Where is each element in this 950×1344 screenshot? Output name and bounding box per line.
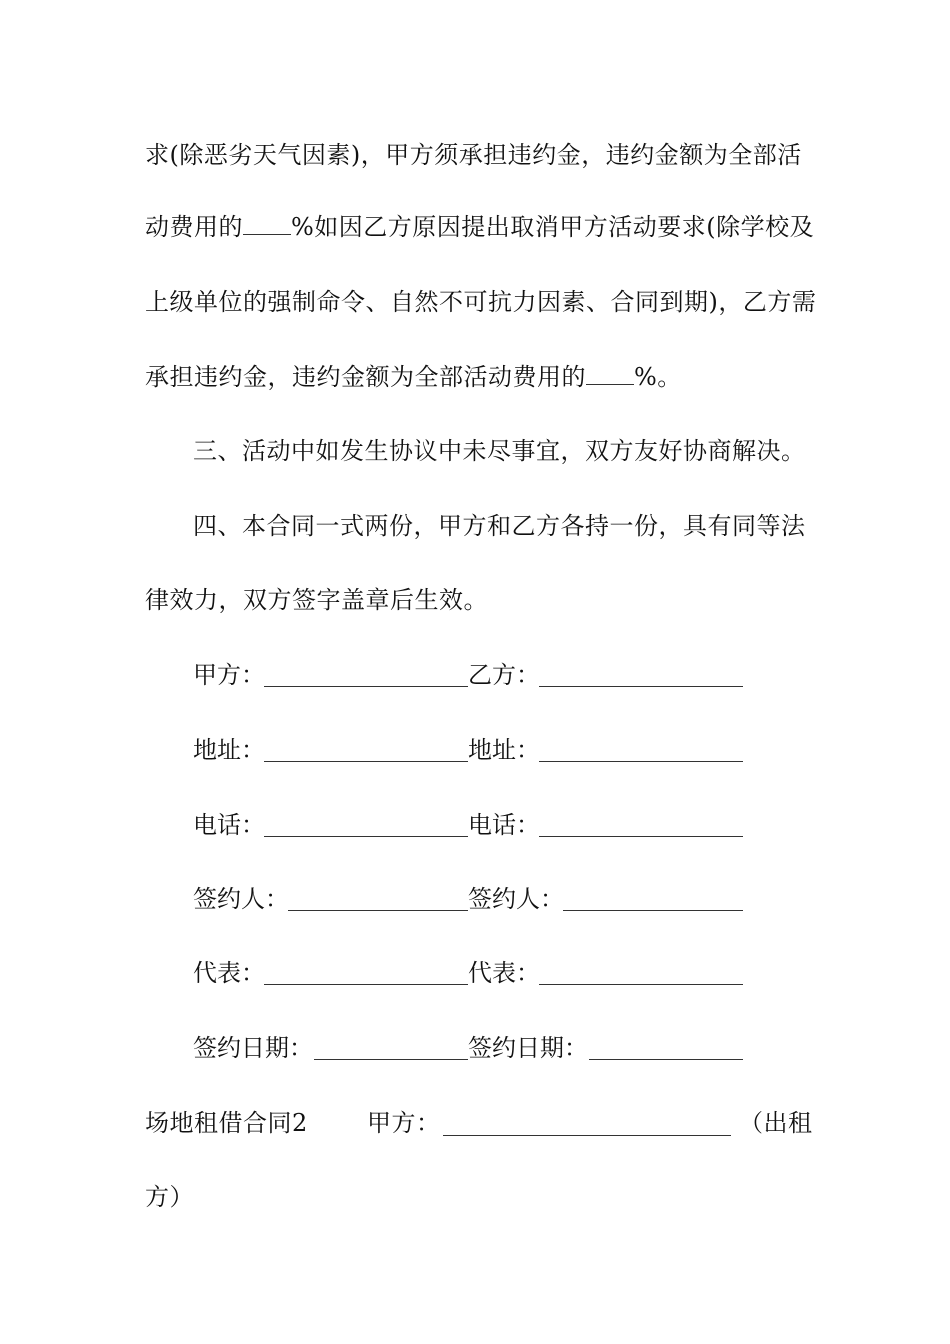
- signature-cell-left: [193, 660, 468, 690]
- signature-label: 甲方：: [193, 661, 265, 689]
- text-segment: 承担违约金，违约金额为全部活动费用的: [145, 363, 586, 391]
- signature-label: 地址：: [193, 736, 265, 764]
- fill-blank: [586, 362, 634, 385]
- signature-cell-left: [193, 810, 468, 840]
- signature-label: 签约日期：: [468, 1034, 588, 1062]
- signature-label: 地址：: [468, 736, 540, 764]
- signature-cell-left: [193, 958, 468, 988]
- signature-label: 电话：: [468, 811, 540, 839]
- paragraph-line: 方）: [145, 1183, 194, 1211]
- signature-cell-right: [468, 958, 743, 988]
- contract2-heading: 场地租借合同2: [145, 1109, 308, 1137]
- signature-cell-right: [468, 660, 743, 690]
- signature-blank[interactable]: [264, 686, 468, 687]
- signature-label: 代表：: [193, 959, 265, 987]
- paragraph-line: 求(除恶劣天气因素)，甲方须承担违约金，违约金额为全部活: [145, 141, 802, 169]
- signature-cell-right: [468, 1033, 743, 1063]
- paragraph-clause-4: 四、本合同一式两份，甲方和乙方各持一份，具有同等法: [193, 512, 806, 540]
- signature-blank[interactable]: [288, 910, 468, 911]
- signature-cell-right: [468, 810, 743, 840]
- paragraph-line: 律效力，双方签字盖章后生效。: [145, 586, 488, 614]
- signature-blank[interactable]: [539, 984, 743, 985]
- signature-blank[interactable]: [539, 836, 743, 837]
- signature-blank[interactable]: [264, 761, 468, 762]
- signature-blank[interactable]: [539, 761, 743, 762]
- signature-blank[interactable]: [264, 836, 468, 837]
- paragraph-line: [145, 362, 682, 392]
- signature-label: 电话：: [193, 811, 265, 839]
- signature-label: 签约人：: [193, 885, 289, 913]
- signature-label: 代表：: [468, 959, 540, 987]
- signature-blank[interactable]: [563, 910, 743, 911]
- signature-cell-left: [193, 735, 468, 765]
- signature-label: 签约日期：: [193, 1034, 313, 1062]
- signature-cell-left: [193, 884, 468, 914]
- text-segment: %。: [634, 363, 682, 391]
- signature-label: 签约人：: [468, 885, 564, 913]
- contract2-party-suffix: （出租: [739, 1109, 813, 1137]
- contract2-party-label: 甲方：: [367, 1109, 441, 1137]
- contract2-heading-line: [145, 1108, 813, 1138]
- fill-blank: [243, 212, 291, 235]
- signature-label: 乙方：: [468, 661, 540, 689]
- text-segment: %如因乙方原因提出取消甲方活动要求(除学校及: [291, 213, 815, 241]
- signature-blank[interactable]: [539, 686, 743, 687]
- paragraph-clause-3: 三、活动中如发生协议中未尽事宜，双方友好协商解决。: [193, 437, 806, 465]
- paragraph-line: 上级单位的强制命令、自然不可抗力因素、合同到期)，乙方需: [145, 288, 817, 316]
- text-segment: 动费用的: [145, 213, 243, 241]
- signature-blank[interactable]: [589, 1059, 743, 1060]
- signature-cell-left: [193, 1033, 468, 1063]
- paragraph-line: [145, 212, 814, 242]
- signature-blank[interactable]: [264, 984, 468, 985]
- signature-blank[interactable]: [314, 1059, 468, 1060]
- signature-cell-right: [468, 884, 743, 914]
- contract2-party-blank[interactable]: [443, 1135, 731, 1136]
- signature-cell-right: [468, 735, 743, 765]
